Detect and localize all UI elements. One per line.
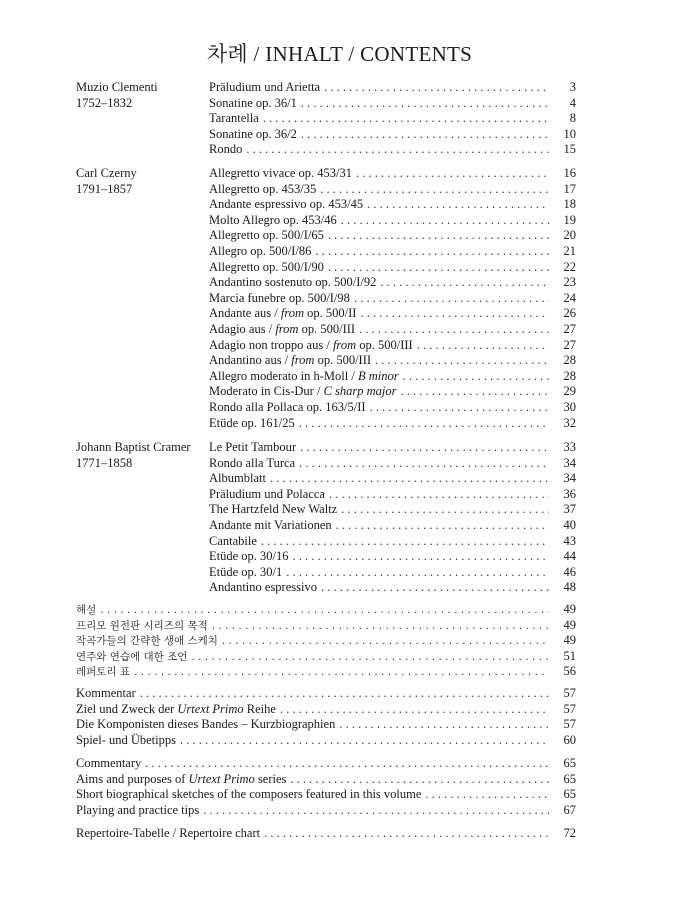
page-number: 28: [563, 368, 576, 383]
entry-title: [76, 665, 130, 681]
dot-leader: [403, 369, 549, 385]
entry-title: [209, 127, 297, 143]
entry-title-text: Rondo: [209, 142, 243, 157]
dot-leader: [299, 416, 549, 432]
page-number: 51: [563, 648, 576, 663]
entry-title-italic: from: [332, 337, 357, 352]
dot-leader: [370, 400, 549, 416]
toc-entry[interactable]: [209, 565, 576, 581]
entry-title-text: op. 500/III: [314, 353, 372, 368]
entry-title: [209, 260, 324, 276]
dot-leader: [417, 338, 549, 354]
entry-title: [209, 111, 259, 127]
dot-leader: [301, 127, 549, 143]
entry-title-text: Aims and purposes of: [76, 771, 189, 786]
entry-title: [209, 213, 337, 229]
dot-leader: [360, 306, 549, 322]
dot-leader: [321, 580, 549, 596]
dot-leader: [315, 244, 549, 260]
entry-title-text: Adagio non troppo aus /: [209, 337, 333, 352]
entry-title-italic: from: [280, 306, 305, 321]
entry-title: [209, 534, 257, 550]
dot-leader: [380, 275, 549, 291]
page-number: 56: [563, 664, 576, 679]
dot-leader: [336, 518, 549, 534]
entry-title: [209, 197, 363, 213]
dot-leader: [246, 142, 549, 158]
entry-title: [76, 619, 208, 635]
page-number: 46: [563, 564, 576, 579]
toc-entry[interactable]: [209, 549, 576, 565]
page-number: 21: [563, 243, 576, 258]
dot-leader: [356, 166, 549, 182]
entry-title-text: Etüde op. 30/1: [209, 564, 283, 579]
toc-entry[interactable]: [76, 649, 576, 665]
toc-entry[interactable]: [76, 787, 576, 803]
toc-entries: [209, 80, 576, 158]
entry-title: [209, 549, 289, 565]
toc-entry[interactable]: [209, 384, 576, 400]
toc-entry[interactable]: [209, 487, 576, 503]
page-number: 3: [569, 80, 576, 94]
dot-leader: [354, 291, 549, 307]
page-number: 65: [563, 771, 576, 786]
toc-entry[interactable]: [209, 322, 576, 338]
toc-entry[interactable]: [209, 275, 576, 291]
dot-leader: [324, 80, 549, 96]
entry-title-text: op. 500/III: [356, 337, 413, 352]
dot-leader: [212, 619, 549, 635]
entry-title-text: Repertoire-Tabelle / Repertoire chart: [76, 826, 261, 840]
entry-title-italic: from: [275, 321, 299, 336]
entry-title-italic: Urtext Primo: [188, 771, 255, 786]
page-number: 28: [563, 353, 576, 368]
page-number: 40: [563, 517, 576, 532]
page-number: 65: [563, 756, 576, 770]
toc-entries: [209, 440, 576, 596]
dot-leader: [270, 471, 549, 487]
entry-title: [76, 634, 218, 650]
toc-entry[interactable]: [76, 756, 576, 772]
entry-title: [209, 384, 397, 400]
entry-title: [209, 275, 376, 291]
entry-title-text: Playing and practice tips: [76, 802, 200, 817]
page-number: 32: [563, 415, 576, 430]
entry-title-italic: C sharp major: [323, 384, 397, 399]
toc-entry[interactable]: [209, 213, 576, 229]
page-number: 24: [563, 290, 576, 305]
entry-title-italic: Urtext Primo: [177, 701, 244, 716]
entry-title-text: 작곡가들의 간략한 생애 스케치: [76, 635, 218, 648]
entry-title: [209, 291, 350, 307]
entry-title: [209, 142, 242, 158]
page-number: 20: [563, 228, 576, 243]
toc-entry[interactable]: [209, 80, 576, 96]
entry-title: [76, 803, 199, 819]
dot-leader: [329, 487, 549, 503]
dot-leader: [134, 665, 549, 681]
entry-title-text: Sonatine op. 36/1: [209, 95, 297, 110]
composer-name: Muzio Clementi: [76, 80, 158, 94]
dot-leader: [100, 603, 549, 619]
toc-entry[interactable]: [209, 502, 576, 518]
page-number: 44: [563, 549, 576, 564]
dot-leader: [300, 440, 549, 456]
composer-name: Johann Baptist Cramer: [76, 440, 191, 454]
entry-title-text: Le Petit Tambour: [209, 440, 297, 454]
toc-entry[interactable]: [209, 96, 576, 112]
page-number: 57: [563, 686, 576, 700]
toc-entry[interactable]: [209, 166, 576, 182]
toc-entry[interactable]: [209, 353, 576, 369]
page-number: 33: [563, 440, 576, 454]
dot-leader: [401, 384, 549, 400]
dot-leader: [293, 549, 549, 565]
dot-leader: [341, 502, 549, 518]
dot-leader: [140, 686, 549, 702]
page-number: 19: [563, 212, 576, 227]
page-number: 72: [563, 826, 576, 840]
toc-entry[interactable]: [209, 518, 576, 534]
dot-leader: [191, 650, 549, 666]
toc-entry[interactable]: [209, 127, 576, 143]
page-number: 37: [563, 502, 576, 517]
toc-entry[interactable]: [209, 456, 576, 472]
entry-title: [76, 787, 421, 803]
toc-entries: [76, 756, 576, 818]
dot-leader: [328, 228, 549, 244]
page-number: 30: [563, 399, 576, 414]
entry-title: [76, 717, 335, 733]
entry-title: [209, 80, 320, 96]
page-number: 49: [563, 617, 576, 632]
entry-title: [209, 322, 355, 338]
entry-title-text: Etüde op. 161/25: [209, 415, 295, 430]
toc-entries: [76, 686, 576, 748]
dot-leader: [280, 702, 549, 718]
toc-entry[interactable]: [76, 826, 576, 842]
entry-title-text: Präludium und Arietta: [209, 80, 321, 94]
composer-info: [76, 440, 191, 471]
page-number: 17: [563, 181, 576, 196]
entry-title-text: Sonatine op. 36/2: [209, 126, 297, 141]
entry-title-text: op. 500/II: [304, 306, 357, 321]
toc-entry[interactable]: [209, 369, 576, 385]
entry-title-italic: from: [291, 353, 315, 368]
entry-title-text: 프리모 원전판 시리즈의 목적: [76, 619, 208, 632]
page-number: 36: [563, 486, 576, 501]
dot-leader: [264, 826, 549, 842]
entry-title-text: Adagio aus /: [209, 321, 276, 336]
dot-leader: [222, 634, 549, 650]
dot-leader: [359, 322, 549, 338]
toc-entry[interactable]: [76, 702, 576, 718]
entry-title: [76, 686, 136, 702]
page-number: 60: [563, 732, 576, 747]
entry-title: [209, 228, 324, 244]
dot-leader: [341, 213, 549, 229]
entry-title: [209, 502, 337, 518]
entry-title-text: Allegretto vivace op. 453/31: [209, 166, 353, 180]
entry-title: [209, 353, 371, 369]
entry-title-text: Molto Allegro op. 453/46: [209, 212, 337, 227]
page-number: 34: [563, 471, 576, 486]
page-number: 49: [563, 633, 576, 648]
entry-title-text: Commentary: [76, 756, 142, 770]
page-number: 8: [569, 111, 576, 126]
toc-entry[interactable]: [209, 244, 576, 260]
page-number: 48: [563, 580, 576, 595]
entry-title-text: Albumblatt: [209, 471, 266, 486]
entry-title-text: Cantabile: [209, 533, 257, 548]
toc-entry[interactable]: [76, 717, 576, 733]
entry-title-text: Short biographical sketches of the composers featured in this volume: [76, 787, 422, 802]
toc-entry[interactable]: [209, 142, 576, 158]
entry-title-text: 레퍼토리 표: [76, 666, 131, 679]
page-number: 23: [563, 275, 576, 290]
entry-title-text: Allegro moderato in h-Moll /: [209, 368, 358, 383]
toc-entry[interactable]: [76, 602, 576, 618]
entry-title-text: Präludium und Polacca: [209, 486, 325, 501]
entry-title-text: Allegretto op. 453/35: [209, 181, 317, 196]
entry-title: [209, 518, 332, 534]
page-number: 10: [563, 126, 576, 141]
entry-title-text: Moderato in Cis-Dur /: [209, 384, 324, 399]
dot-leader: [203, 803, 549, 819]
page-number: 27: [563, 321, 576, 336]
page-number: 57: [563, 701, 576, 716]
toc-entry[interactable]: [76, 633, 576, 649]
toc-entry[interactable]: [209, 111, 576, 127]
dot-leader: [145, 756, 549, 772]
page-number: 15: [563, 142, 576, 157]
composer-years: 1752–1832: [76, 95, 133, 110]
toc-entry[interactable]: [209, 197, 576, 213]
dot-leader: [339, 717, 549, 733]
toc-entry[interactable]: [209, 182, 576, 198]
entry-title: [76, 733, 176, 749]
entry-title: [209, 338, 413, 354]
page-number: 57: [563, 717, 576, 732]
entry-title-text: Rondo alla Pollaca op. 163/5/II: [209, 399, 366, 414]
entry-title-text: Marcia funebre op. 500/I/98: [209, 290, 350, 305]
entry-title: [76, 650, 187, 666]
entry-title: [209, 565, 282, 581]
entry-title-text: Kommentar: [76, 686, 136, 700]
composer-info: [76, 166, 137, 197]
entry-title: [209, 416, 295, 432]
dot-leader: [286, 565, 549, 581]
page-number: 49: [563, 602, 576, 616]
entry-title: [209, 182, 316, 198]
toc-entry[interactable]: [76, 618, 576, 634]
page-number: 67: [563, 802, 576, 817]
entry-title: [209, 400, 366, 416]
toc-entry[interactable]: [209, 580, 576, 596]
page-number: 4: [569, 95, 576, 110]
entry-title-text: Andantino espressivo: [209, 580, 317, 595]
entry-title: [209, 440, 296, 456]
toc-entries: [76, 602, 576, 680]
entry-title-text: Die Komponisten dieses Bandes – Kurzbiographien: [76, 717, 336, 732]
entry-title-text: Andantino sostenuto op. 500/I/92: [209, 275, 377, 290]
entry-title-text: Allegro op. 500/I/86: [209, 243, 312, 258]
toc-entries: [209, 166, 576, 431]
toc-entry[interactable]: [76, 686, 576, 702]
composer-years: 1791–1857: [76, 181, 133, 196]
composer-years: 1771–1858: [76, 455, 133, 470]
page-number: 26: [563, 306, 576, 321]
entry-title: [76, 826, 260, 842]
entry-title-text: Reihe: [243, 701, 276, 716]
page-number: 65: [563, 787, 576, 802]
entry-title-italic: B minor: [357, 368, 399, 383]
toc-entries: [76, 826, 576, 842]
toc-entry[interactable]: [209, 471, 576, 487]
entry-title-text: Allegretto op. 500/I/90: [209, 259, 324, 274]
entry-title-text: Andante espressivo op. 453/45: [209, 197, 364, 212]
dot-leader: [290, 772, 549, 788]
dot-leader: [375, 353, 549, 369]
composer-name: Carl Czerny: [76, 166, 137, 180]
entry-title: [209, 96, 297, 112]
dot-leader: [263, 111, 549, 127]
entry-title: [209, 369, 399, 385]
entry-title-text: The Hartzfeld New Waltz: [209, 502, 338, 517]
entry-title-text: Spiel- und Übetipps: [76, 732, 176, 747]
toc-entry[interactable]: [209, 440, 576, 456]
toc-entry[interactable]: [76, 803, 576, 819]
entry-title: [76, 772, 286, 788]
entry-title: [209, 471, 266, 487]
toc-entry[interactable]: [76, 733, 576, 749]
dot-leader: [299, 456, 549, 472]
entry-title: [76, 702, 276, 718]
dot-leader: [301, 96, 549, 112]
entry-title: [209, 166, 352, 182]
page-number: 43: [563, 533, 576, 548]
entry-title: [76, 756, 141, 772]
entry-title-text: Ziel und Zweck der: [76, 701, 178, 716]
entry-title-text: Rondo alla Turca: [209, 455, 296, 470]
entry-title-text: Andantino aus /: [209, 353, 292, 368]
entry-title-text: Allegretto op. 500/I/65: [209, 228, 324, 243]
toc-entry[interactable]: [209, 228, 576, 244]
entry-title-text: 연주와 연습에 대한 조언: [76, 650, 188, 663]
entry-title-text: Etüde op. 30/16: [209, 549, 289, 564]
toc-entry[interactable]: [209, 416, 576, 432]
toc-entry[interactable]: [76, 664, 576, 680]
toc-entry[interactable]: [209, 400, 576, 416]
page-number: 22: [563, 259, 576, 274]
toc-entry[interactable]: [209, 260, 576, 276]
entry-title-text: Andante aus /: [209, 306, 281, 321]
toc-entry[interactable]: [209, 338, 576, 354]
toc-entry[interactable]: [209, 291, 576, 307]
page-title: 차례 / INHALT / CONTENTS: [206, 42, 473, 66]
page-number: 18: [563, 197, 576, 212]
page-number: 34: [563, 455, 576, 470]
dot-leader: [261, 534, 549, 550]
toc-entry[interactable]: [209, 306, 576, 322]
entry-title-text: Tarantella: [209, 111, 259, 126]
dot-leader: [367, 197, 549, 213]
entry-title: [76, 603, 96, 619]
dot-leader: [180, 733, 549, 749]
entry-title-text: Andante mit Variationen: [209, 517, 332, 532]
entry-title: [209, 456, 295, 472]
toc-entry[interactable]: [76, 772, 576, 788]
entry-title-text: op. 500/III: [298, 321, 356, 336]
page-number: 16: [563, 166, 576, 180]
page-number: 29: [563, 384, 576, 399]
entry-title: [209, 244, 311, 260]
dot-leader: [425, 787, 549, 803]
entry-title: [209, 487, 325, 503]
entry-title: [209, 306, 356, 322]
dot-leader: [328, 260, 549, 276]
entry-title-text: series: [254, 771, 287, 786]
entry-title-text: 해설: [76, 604, 97, 616]
toc-entry[interactable]: [209, 534, 576, 550]
entry-title: [209, 580, 317, 596]
composer-info: [76, 80, 158, 111]
dot-leader: [320, 182, 549, 198]
page-number: 27: [563, 337, 576, 352]
